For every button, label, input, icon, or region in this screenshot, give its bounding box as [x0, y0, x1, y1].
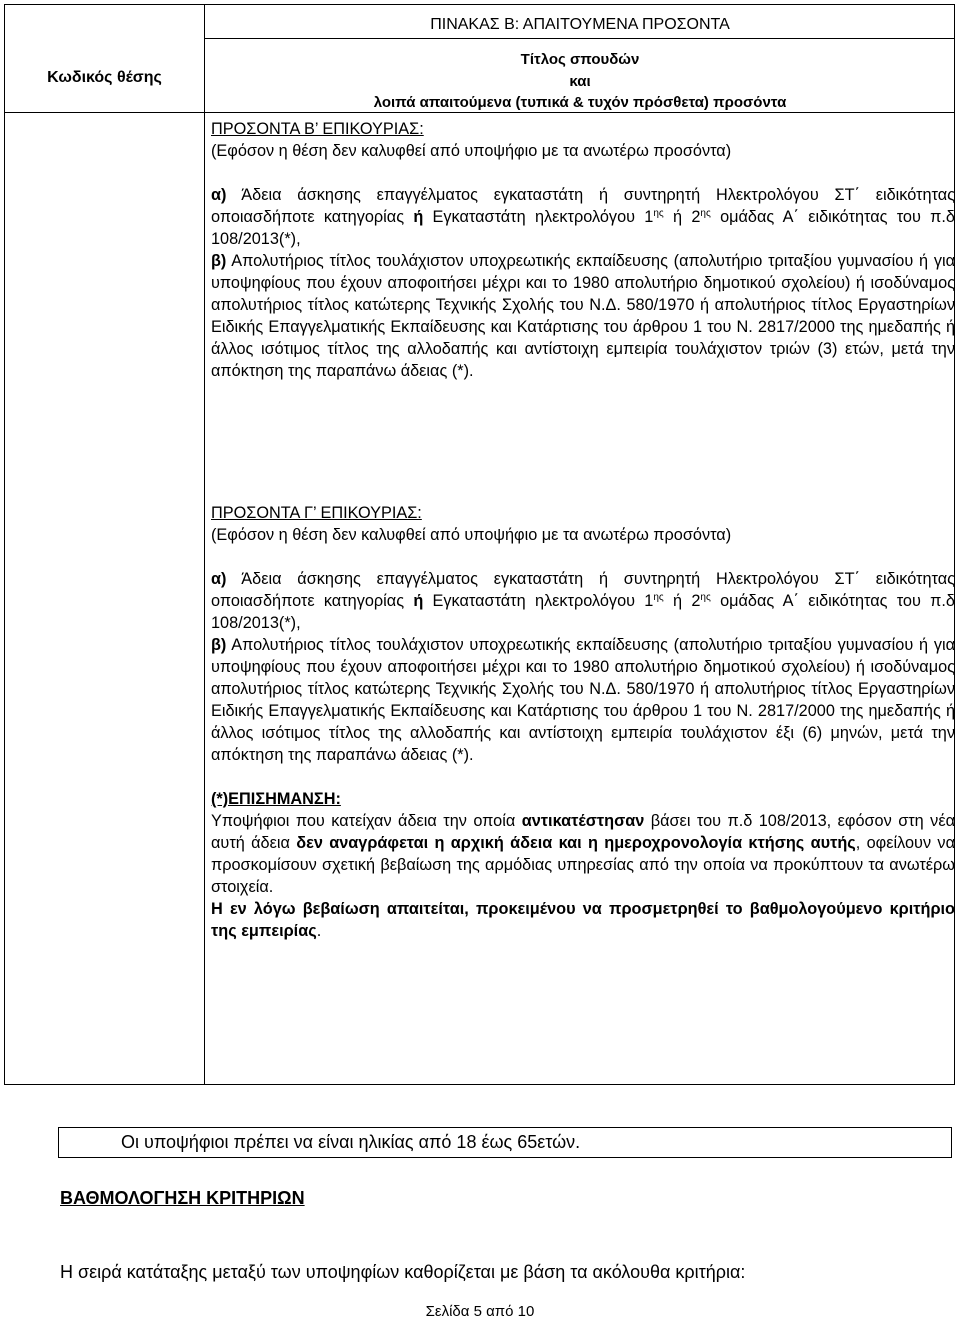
requirements-table: [4, 4, 955, 1085]
section-b-note: (Εφόσον η θέση δεν καλυφθεί από υποψήφιο με τα ανωτέρω προσόντα): [211, 142, 732, 160]
ranking-order-text: Η σειρά κατάταξης μεταξύ των υποψηφίων καθορίζεται με βάση τα ακόλουθα κριτήρια:: [60, 1262, 746, 1282]
section-b-item-a: α) Άδεια άσκησης επαγγέλματος εγκαταστάτη ή συντηρητή Ηλεκτρολόγου ΣΤ΄ ειδικότητας οποιασδήποτε κατηγορίας ή Εγκαταστάτη ηλεκτρολόγου $1^{\eta\varsigma}$ ή $2^{\eta\varsigma}$ ομάδας Α΄ ειδικότητας του π.δ 108/2013(*),: [211, 186, 955, 248]
table-divider: [204, 38, 954, 39]
table-title: ΠΙΝΑΚΑΣ Β: ΑΠΑΙΤΟΥΜΕΝΑ ΠΡΟΣΟΝΤΑ: [430, 16, 730, 33]
table-column-divider: [204, 5, 205, 1084]
notice-heading: (*)ΕΠΙΣΗΜΑΝΣΗ:: [211, 790, 341, 808]
notice-emphasis: Η εν λόγω βεβαίωση απαιτείται, προκειμένου να προσμετρηθεί το βαθμολογούμενο κριτήριο της εμπειρίας.: [211, 900, 955, 940]
section-b: [211, 118, 955, 382]
page-footer: Σελίδα 5 από 10: [425, 1303, 535, 1320]
notice-paragraph: Υποψήφιοι που κατείχαν άδεια την οποία αντικατέστησαν βάσει του π.δ 108/2013, εφόσον στη νέα αυτή άδεια δεν αναγράφεται η αρχική άδεια και η ημεροχρονολογία κτήσης αυτής, οφείλουν να προσκομίσουν σχετική βεβαίωση της αρμόδιας υπηρεσίας από την οποία να προκύπτουν τα ανωτέρω στοιχεία.: [211, 812, 955, 896]
age-requirement-text: Οι υποψήφιοι πρέπει να είναι ηλικίας από 18 έως 65ετών.: [121, 1132, 581, 1152]
header-line: και: [569, 72, 591, 90]
section-c-item-a: α) Άδεια άσκησης επαγγέλματος εγκαταστάτη ή συντηρητή Ηλεκτρολόγου ΣΤ΄ ειδικότητας οποιασδήποτε κατηγορίας ή Εγκαταστάτη ηλεκτρολόγου $1^{\eta\varsigma}$ ή $2^{\eta\varsigma}$ ομάδας Α΄ ειδικότητας του π.δ 108/2013(*),: [211, 570, 955, 632]
section-c-heading: ΠΡΟΣΟΝΤΑ Γ’ ΕΠΙΚΟΥΡΙΑΣ:: [211, 504, 422, 522]
requirements-column-header: [205, 49, 955, 114]
section-b-item-b: β) Απολυτήριος τίτλος τουλάχιστον υποχρεωτικής εκπαίδευσης (απολυτήριο τριταξίου γυμνασίου ή για υποψηφίους που έχουν αποφοιτήσει μέχρι και το 1980 απολυτήριο δημοτικού σχολείου) ή ισοδύναμος απολυτήριος τίτλος κατώτερης Τεχνικής Σχολής του Ν.Δ. 580/1970 ή απολυτήριος τίτλος Εργαστηρίων Ειδικής Επαγγελματικής Εκπαίδευσης και Κατάρτισης του άρθρου 1 του Ν. 2817/2000 της ημεδαπής ή άλλος ισότιμος τίτλος της αλλοδαπής και αντίστοιχη εμπειρία τουλάχιστον τριών (3) ετών, μετά την απόκτηση της παραπάνω άδειας (*).: [211, 252, 955, 380]
header-line: λοιπά απαιτούμενα (τυπικά & τυχόν πρόσθετα) προσόντα: [373, 94, 787, 111]
code-column-header: Κωδικός θέσης: [47, 69, 162, 86]
grading-heading: ΒΑΘΜΟΛΟΓΗΣΗ ΚΡΙΤΗΡΙΩΝ: [60, 1188, 305, 1208]
section-c-item-b: β) Απολυτήριος τίτλος τουλάχιστον υποχρεωτικής εκπαίδευσης (απολυτήριο τριταξίου γυμνασίου ή για υποψηφίους που έχουν αποφοιτήσει μέχρι και το 1980 απολυτήριο δημοτικού σχολείου) ή ισοδύναμος απολυτήριος τίτλος κατώτερης Τεχνικής Σχολής του Ν.Δ. 580/1970 ή απολυτήριος τίτλος Εργαστηρίων Ειδικής Επαγγελματικής Εκπαίδευσης και Κατάρτισης του άρθρου 1 του Ν. 2817/2000 της ημεδαπής ή άλλος ισότιμος τίτλος της αλλοδαπής και αντίστοιχη εμπειρία τουλάχιστον έξι (6) μηνών, μετά την απόκτηση της παραπάνω άδειας (*).: [211, 636, 955, 764]
header-line: Τίτλος σπουδών: [520, 51, 640, 68]
age-requirement-box: [58, 1127, 952, 1158]
section-b-heading: ΠΡΟΣΟΝΤΑ Β’ ΕΠΙΚΟΥΡΙΑΣ:: [211, 120, 424, 138]
section-c: [211, 502, 955, 942]
section-c-note: (Εφόσον η θέση δεν καλυφθεί από υποψήφιο με τα ανωτέρω προσόντα): [211, 526, 732, 544]
